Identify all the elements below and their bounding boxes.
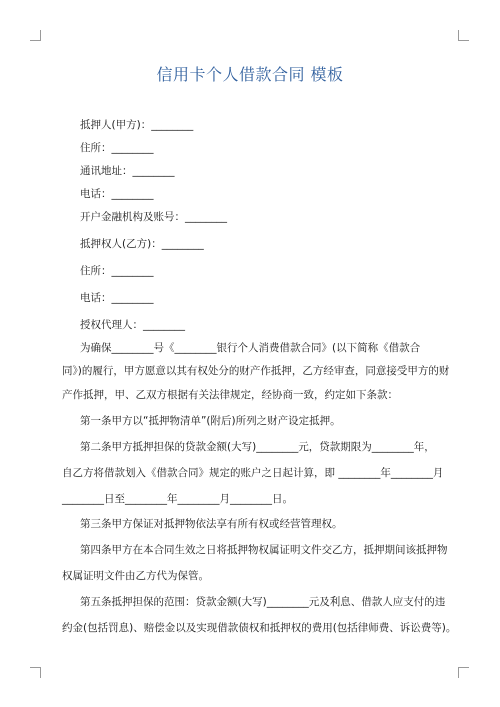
clause-2-line-3: ________日至________年________月________日。 [62, 493, 293, 505]
body-line-1: 为确保________号《________银行个人消费借款合同》(以下简称《借款合 [80, 342, 421, 354]
clause-1: 第一条甲方以“抵押物清单”(附后)所列之财产设定抵押。 [80, 415, 341, 427]
clause-5-line-1: 第五条抵押担保的范围：贷款金额(大写)________元及利息、借款人应支付的违 [80, 596, 446, 608]
field-bank-account: 开户金融机构及账号：________ [80, 211, 227, 223]
clause-4-line-1: 第四条甲方在本合同生效之日将抵押物权属证明文件交乙方，抵押期间该抵押物 [80, 544, 448, 556]
crop-mark-top-left [30, 30, 41, 41]
field-mortgagee: 抵押权人(乙方)：________ [80, 238, 204, 250]
field-address-2: 住所：________ [80, 265, 154, 277]
crop-mark-top-right [458, 30, 469, 41]
crop-mark-bottom-right [458, 667, 469, 678]
field-phone-2: 电话：________ [80, 292, 154, 304]
field-authorized-agent: 授权代理人：________ [80, 319, 185, 331]
document-title: 信用卡个人借款合同 模板 [156, 65, 344, 84]
clause-3: 第三条甲方保证对抵押物依法享有所有权或经营管理权。 [80, 518, 343, 530]
clause-2-line-2: 自乙方将借款划入《借款合同》规定的账户之日起计算，即 ________年________月 [62, 467, 444, 479]
clause-4-line-2: 权属证明文件由乙方代为保管。 [62, 570, 209, 582]
crop-mark-bottom-left [30, 667, 41, 678]
field-phone: 电话：________ [80, 188, 154, 200]
clause-2-line-1: 第二条甲方抵押担保的贷款金额(大写)________元，贷款期限为________年， [80, 441, 435, 453]
body-line-3: 产作抵押，甲、乙双方根据有关法律规定，经协商一致，约定如下条款： [62, 389, 398, 401]
body-line-2: 同》)的履行，甲方愿意以其有权处分的财产作抵押，乙方经审查，同意接受甲方的财 [62, 365, 450, 377]
field-mortgagor: 抵押人(甲方)：________ [80, 119, 194, 131]
field-address: 住所：________ [80, 142, 154, 154]
field-mail-address: 通讯地址：________ [80, 165, 175, 177]
clause-5-line-2: 约金(包括罚息)、赔偿金以及实现借款债权和抵押权的费用(包括律师费、诉讼费等)。 [62, 622, 457, 634]
